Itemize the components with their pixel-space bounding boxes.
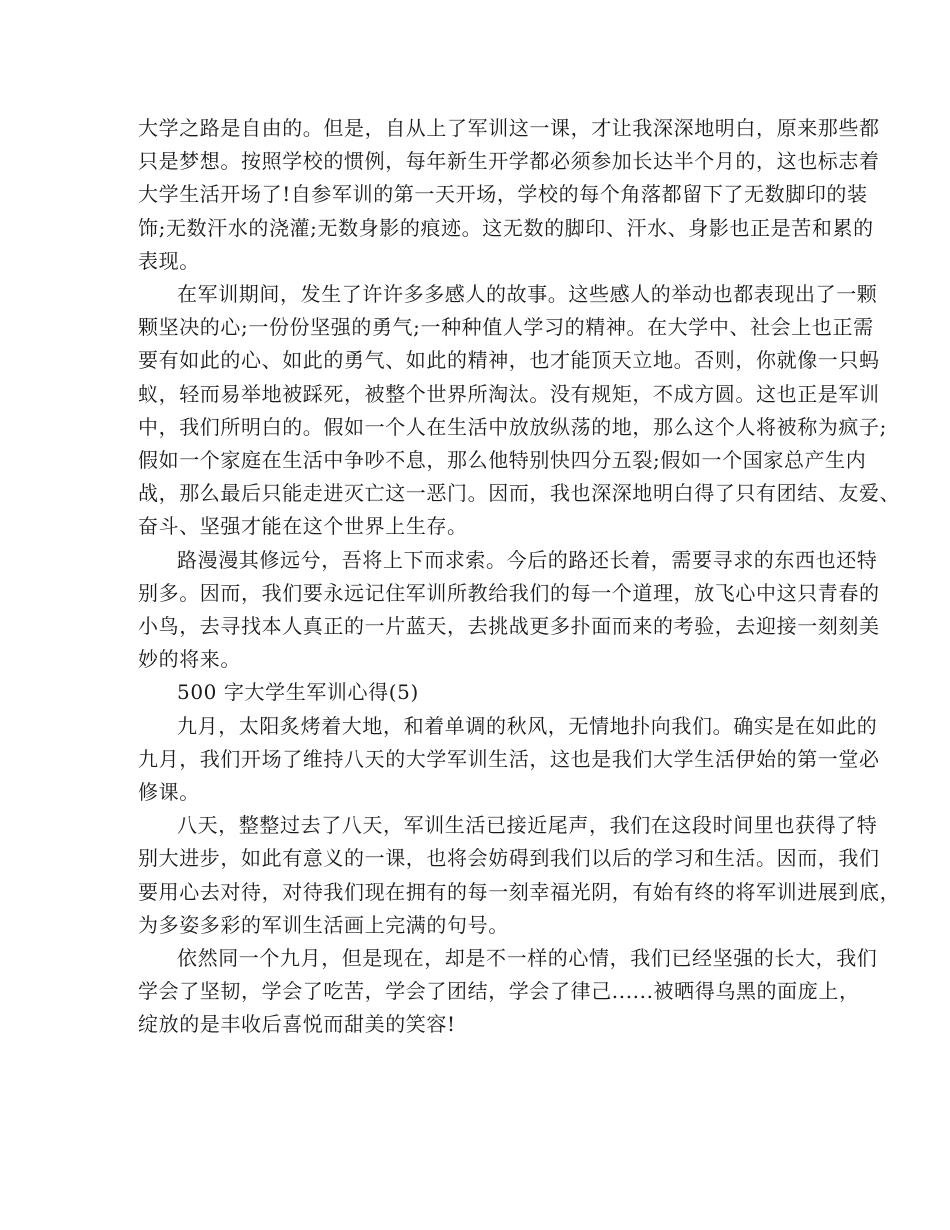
text-line: 表现。 bbox=[138, 248, 200, 273]
text-line: 学会了坚韧，学会了吃苦，学会了团结，学会了律己......被晒得乌黑的面庞上， bbox=[138, 979, 860, 1004]
text-line: 别多。因而，我们要永远记住军训所教给我们的每一个道理，放飞心中这只青春的 bbox=[138, 580, 880, 605]
text-line: 大学之路是自由的。但是，自从上了军训这一课，才让我深深地明白，原来那些都 bbox=[138, 116, 880, 140]
text-line: 九月，太阳炙烤着大地，和着单调的秋风，无情地扑向我们。确实是在如此的 bbox=[177, 713, 878, 738]
text-line: 颗坚决的心;一份份坚强的勇气;一种种值人学习的精神。在大学中、社会上也正需 bbox=[138, 315, 874, 340]
text-line: 修课。 bbox=[138, 780, 200, 805]
text-line: 只是梦想。按照学校的惯例，每年新生开学都必须参加长达半个月的，这也标志着 bbox=[138, 149, 880, 174]
text-line: 妙的将来。 bbox=[138, 647, 241, 672]
text-line: 大学生活开场了!自参军训的第一天开场，学校的每个角落都留下了无数脚印的装 bbox=[138, 182, 868, 207]
text-line: 八天，整整过去了八天，军训生活已接近尾声，我们在这段时间里也获得了特 bbox=[177, 813, 878, 838]
text-line: 小鸟，去寻找本人真正的一片蓝天，去挑战更多扑面而来的考验，去迎接一刻刻美 bbox=[138, 614, 880, 639]
text-line: 500 字大学生军训心得(5) bbox=[177, 680, 419, 705]
text-line: 别大进步，如此有意义的一课，也将会妨碍到我们以后的学习和生活。因而，我们 bbox=[138, 846, 880, 871]
text-line: 路漫漫其修远兮，吾将上下而求索。今后的路还长着，需要寻求的东西也还特 bbox=[177, 547, 878, 572]
text-line: 假如一个家庭在生活中争吵不息，那么他特别快四分五裂;假如一个国家总产生内 bbox=[138, 448, 867, 473]
text-line: 饰;无数汗水的浇灌;无数身影的痕迹。这无数的脚印、汗水、身影也正是苦和累的 bbox=[138, 215, 874, 240]
text-line: 在军训期间，发生了许许多多感人的故事。这些感人的举动也都表现出了一颗 bbox=[177, 282, 878, 307]
text-line: 战，那么最后只能走进灭亡这一恶门。因而，我也深深地明白得了只有团结、友爱、 bbox=[138, 481, 901, 506]
text-line: 要有如此的心、如此的勇气、如此的精神，也才能顶天立地。否则，你就像一只蚂 bbox=[138, 348, 880, 373]
text-line: 九月，我们开场了维持八天的大学军训生活，这也是我们大学生活伊始的第一堂必 bbox=[138, 746, 880, 771]
text-line: 绽放的是丰收后喜悦而甜美的笑容! bbox=[138, 1012, 456, 1037]
text-line: 为多姿多彩的军训生活画上完满的句号。 bbox=[138, 912, 509, 937]
text-line: 中，我们所明白的。假如一个人在生活中放放纵荡的地，那么这个人将被称为疯子; bbox=[138, 414, 887, 439]
text-line: 要用心去对待，对待我们现在拥有的每一刻幸福光阴，有始有终的将军训进展到底， bbox=[138, 879, 901, 904]
text-line: 奋斗、坚强才能在这个世界上生存。 bbox=[138, 514, 468, 539]
text-line: 蚁，轻而易举地被踩死，被整个世界所淘汰。没有规矩，不成方圆。这也正是军训 bbox=[138, 381, 880, 406]
text-line: 依然同一个九月，但是现在，却是不一样的心情，我们已经坚强的长大，我们 bbox=[177, 946, 878, 971]
document-body bbox=[138, 112, 901, 1042]
